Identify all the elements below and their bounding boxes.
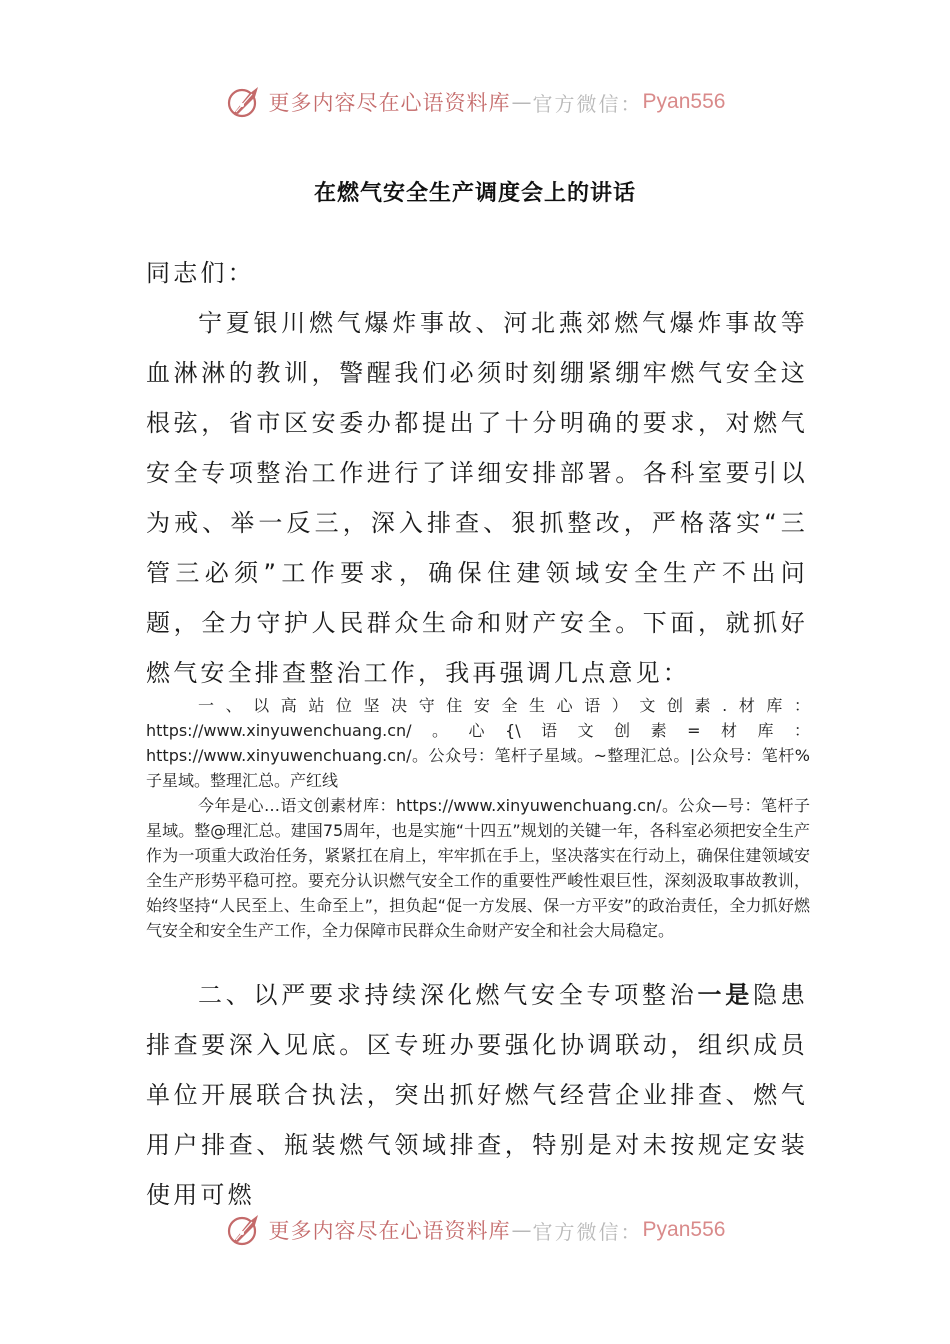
paragraph-intro: 宁夏银川燃气爆炸事故、河北燕郊燃气爆炸事故等血淋淋的教训，警醒我们必须时刻绷紧绷牢燃气安全这根弦，省市区安委办都提出了十分明确的要求，对燃气安全专项整治工作进行了详细安排部署。各科室要引以为戒、举一反三，深入排查、狠抓整改，严格落实“三管三必须”工作要求，确保住建领域安全生产不出问题，全力守护人民群众生命和财产安全。下面，就抓好燃气安全排查整治工作，我再强调几点意见： bbox=[146, 309, 808, 687]
banner-wechat-label: 官方微信： bbox=[532, 1219, 643, 1244]
header-watermark-banner bbox=[0, 80, 950, 124]
banner-wechat-id: Pyan556 bbox=[642, 90, 726, 113]
section-two-heading: 二、以严要求持续深化燃气安全专项整治 bbox=[198, 981, 698, 1009]
banner-separator: — bbox=[511, 1218, 532, 1242]
small-paragraph-section-one: 一、以高站位坚决守住安全生心语）文创素.材库：https://www.xinyuwenchuang.cn/。心{\语文创素=材库：https://www.xinyuwenchuang.cn/。公众号：笔杆子星域。~整理汇总。|公众号：笔杆%子星域。整理汇总。产红线 bbox=[146, 696, 810, 790]
banner-wechat-label: 官方微信： bbox=[532, 91, 643, 116]
pen-nib-icon bbox=[225, 1210, 265, 1250]
section-two-body: 隐患排查要深入见底。区专班办要强化协调联动，组织成员单位开展联合执法，突出抓好燃气经营企业排查、燃气用户排查、瓶装燃气领域排查，特别是对未按规定安装使用可燃 bbox=[146, 981, 808, 1209]
footer-watermark-banner bbox=[0, 1208, 950, 1252]
banner-brand-text: 更多内容尽在心语资料库 bbox=[268, 91, 511, 115]
banner-wechat-id: Pyan556 bbox=[642, 1218, 726, 1241]
salutation: 同志们： bbox=[146, 259, 255, 287]
paragraph-section-two bbox=[146, 970, 808, 1220]
document-title: 在燃气安全生产调度会上的讲话 bbox=[313, 181, 636, 206]
banner-brand-text: 更多内容尽在心语资料库 bbox=[268, 1219, 511, 1243]
small-paragraph-context: 今年是心…语文创素材库：https://www.xinyuwenchuang.cn/。公众—号：笔杆子星域。整@理汇总。建国75周年，也是实施“十四五”规划的关键一年，各科室必须把安全生产作为一项重大政治任务，紧紧扛在肩上，牢牢抓在手上，坚决落实在行动上，确保住建领域安全生产形势平稳可控。要充分认识燃气安全工作的重要性严峻性艰巨性，深刻汲取事故教训，始终坚持“人民至上、生命至上”，担负起“促一方发展、保一方平安”的政治责任，全力抓好燃气安全和安全生产工作，全力保障市民群众生命财产安全和社会大局稳定。 bbox=[146, 796, 810, 940]
pen-nib-icon bbox=[225, 82, 265, 122]
section-two-emphasis: 一是 bbox=[697, 981, 754, 1009]
banner-separator: — bbox=[511, 90, 532, 114]
